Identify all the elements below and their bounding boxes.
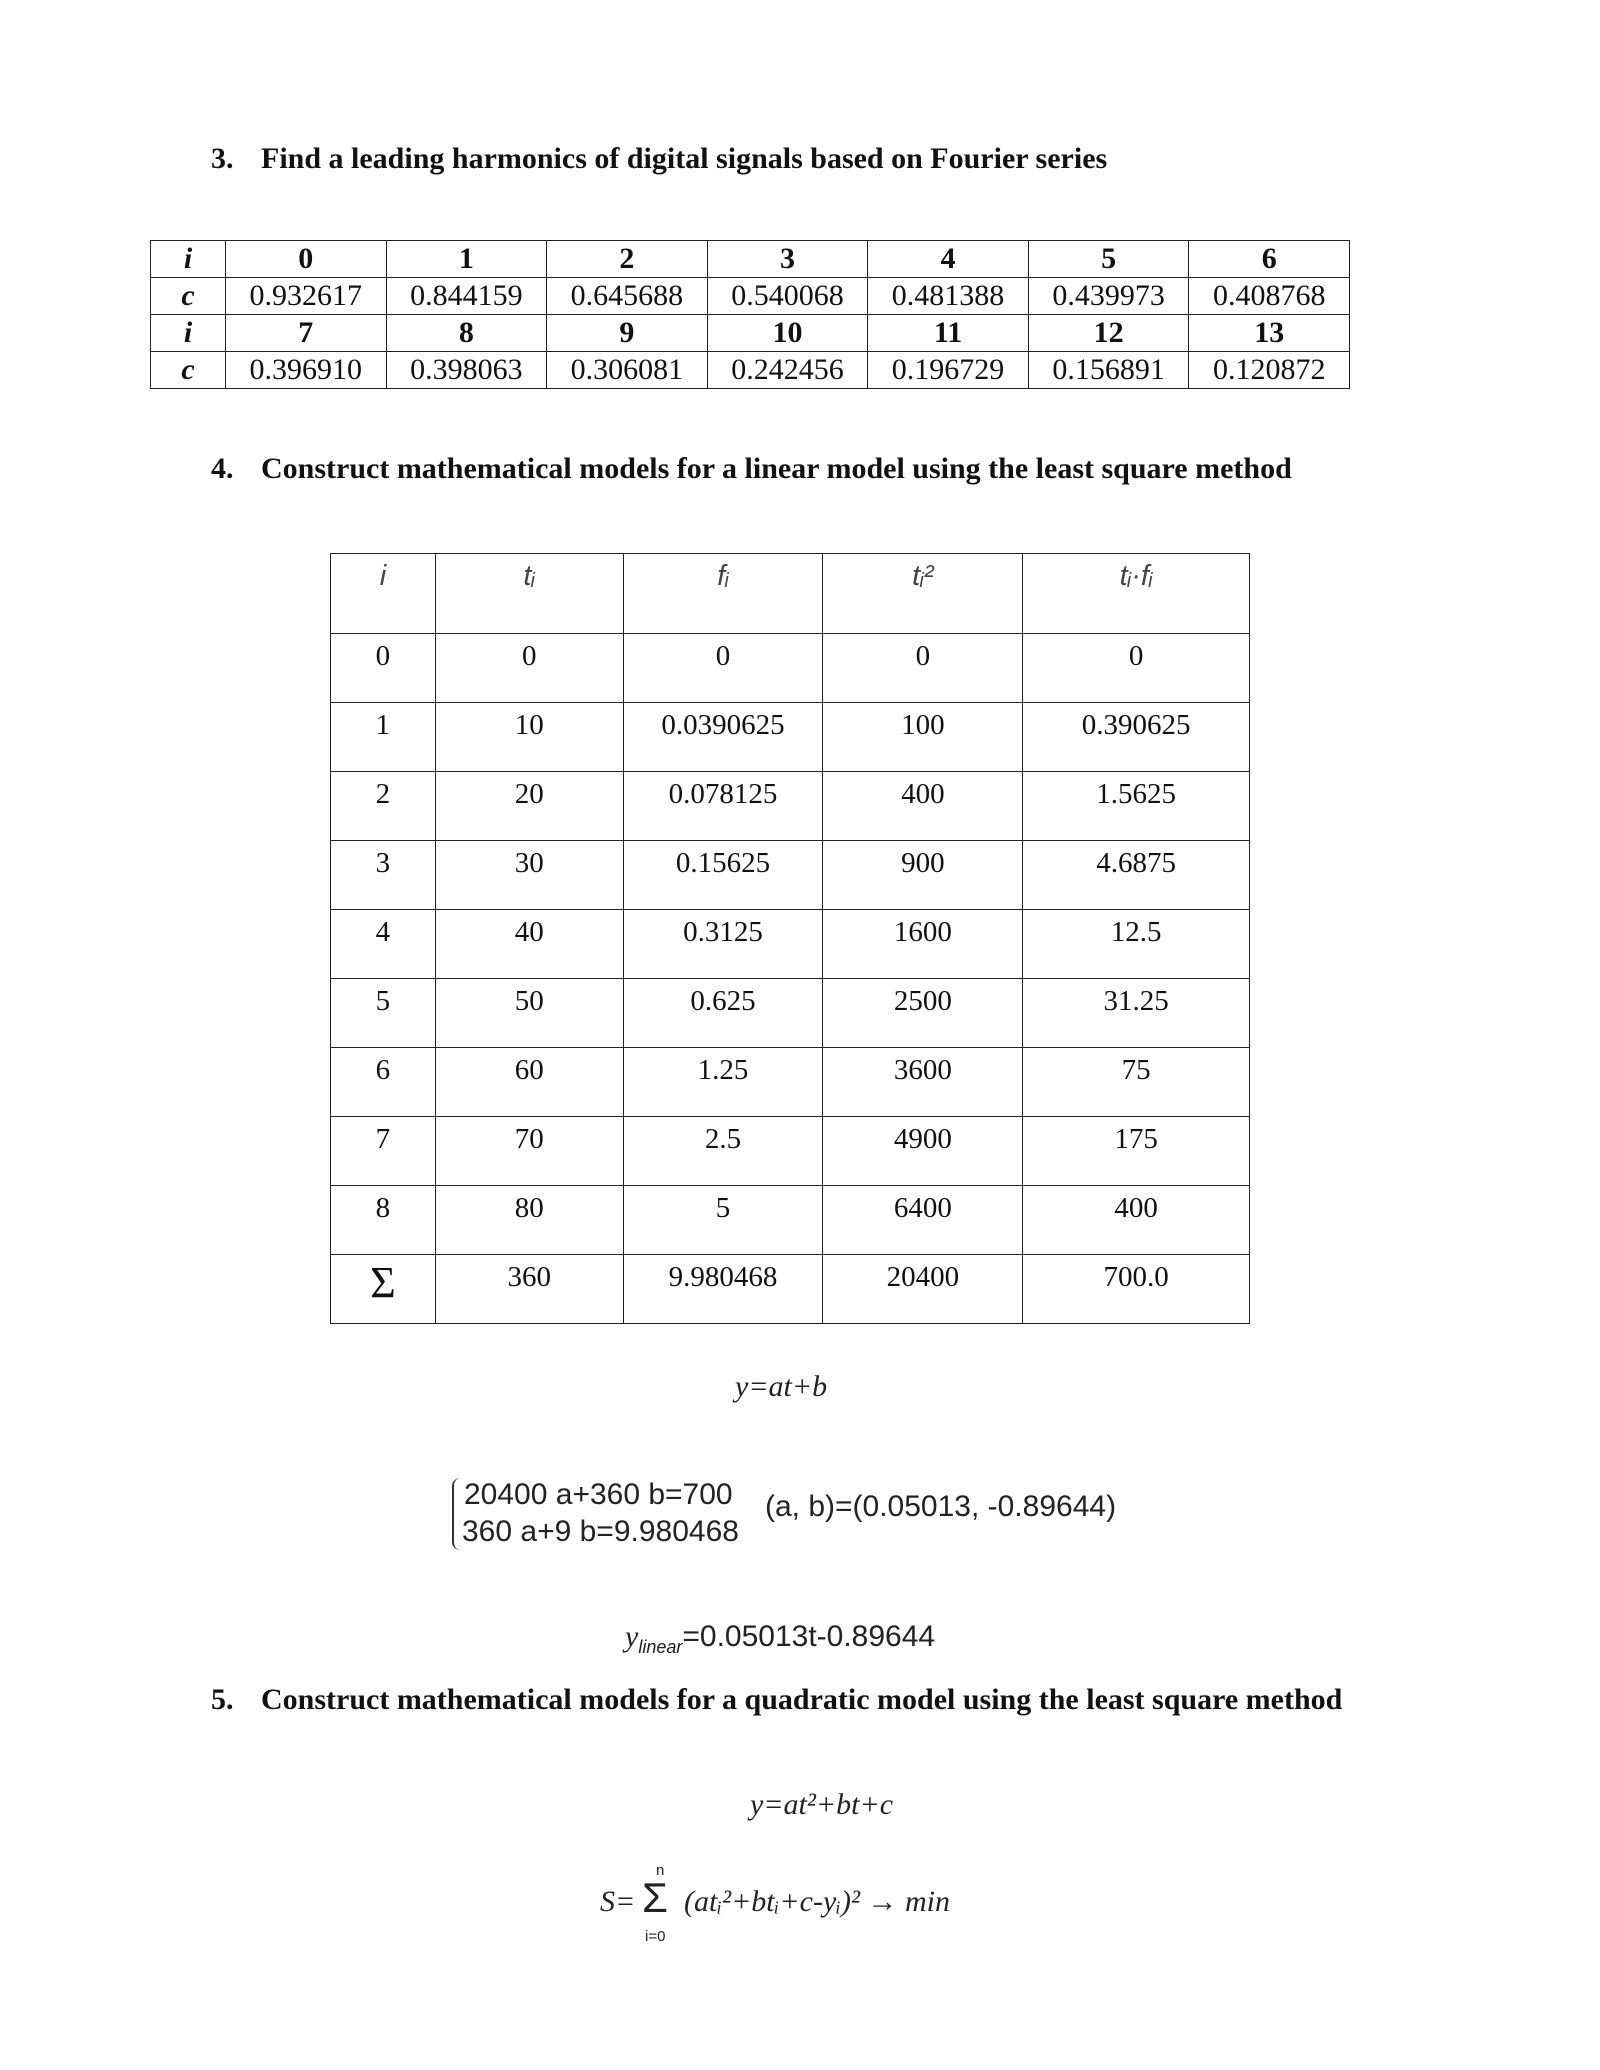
harmonics-cell: 10 — [707, 315, 868, 352]
linear-table-row — [331, 634, 1250, 703]
section-4-heading — [211, 452, 1292, 486]
harmonics-cell: 5 — [1028, 241, 1189, 278]
linear-table-cell: 0.3125 — [623, 910, 823, 979]
linear-table-cell: 10 — [435, 703, 623, 772]
sigma-symbol: Σ — [642, 1874, 668, 1921]
section-5-heading — [211, 1683, 1342, 1717]
harmonics-cell: 0.306081 — [547, 352, 708, 389]
harmonics-cell: 11 — [868, 315, 1029, 352]
harmonics-cell: 2 — [547, 241, 708, 278]
linear-table-row — [331, 1117, 1250, 1186]
linear-model-equation: y=at+b — [735, 1370, 828, 1403]
linear-table-cell: 0 — [1023, 634, 1250, 703]
section-3-number: 3. — [211, 142, 234, 175]
linear-table-cell: 20400 — [823, 1255, 1023, 1324]
harmonics-row — [151, 241, 1350, 278]
harmonics-cell: 9 — [547, 315, 708, 352]
harmonics-cell: 0.932617 — [226, 278, 387, 315]
linear-table-cell: 900 — [823, 841, 1023, 910]
linear-table-header-cell: i — [331, 554, 436, 634]
linear-table-row — [331, 841, 1250, 910]
linear-table-cell: 50 — [435, 979, 623, 1048]
linear-table-cell: 100 — [823, 703, 1023, 772]
linear-table-row — [331, 910, 1250, 979]
linear-table-cell: 0.15625 — [623, 841, 823, 910]
section-3-title: Find a leading harmonics of digital signals based on Fourier series — [261, 142, 1108, 175]
solution-values: (a, b)=(0.05013, -0.89644) — [765, 1490, 1117, 1523]
linear-table-cell: 5 — [623, 1186, 823, 1255]
harmonics-row — [151, 352, 1350, 389]
linear-table-cell: 9.980468 — [623, 1255, 823, 1324]
linear-table-cell: 1600 — [823, 910, 1023, 979]
section-5-title: Construct mathematical models for a quadratic model using the least square method — [261, 1683, 1343, 1716]
linear-table-cell: 360 — [435, 1255, 623, 1324]
linear-table-cell: 0.390625 — [1023, 703, 1250, 772]
linear-table-row — [331, 772, 1250, 841]
linear-table-cell: 80 — [435, 1186, 623, 1255]
linear-table-cell: 0.625 — [623, 979, 823, 1048]
linear-table-cell: 0.078125 — [623, 772, 823, 841]
linear-table-cell: 12.5 — [1023, 910, 1250, 979]
linear-table-cell: 60 — [435, 1048, 623, 1117]
linear-table-cell: 0 — [435, 634, 623, 703]
linear-table-header — [331, 554, 1250, 634]
harmonics-cell: 0.156891 — [1028, 352, 1189, 389]
sum-lower-limit: i=0 — [645, 1928, 666, 1945]
linear-table-header-cell: fᵢ — [623, 554, 823, 634]
linear-table-cell: 5 — [331, 979, 436, 1048]
linear-table-cell: 31.25 — [1023, 979, 1250, 1048]
linear-table-cell: 75 — [1023, 1048, 1250, 1117]
harmonics-cell: 1 — [386, 241, 547, 278]
linear-table-row — [331, 1186, 1250, 1255]
linear-table-row — [331, 1048, 1250, 1117]
harmonics-cell: 3 — [707, 241, 868, 278]
harmonics-row-key: i — [151, 241, 226, 278]
harmonics-cell: 0.481388 — [868, 278, 1029, 315]
linear-table-header-cell: tᵢ — [435, 554, 623, 634]
linear-table-row — [331, 703, 1250, 772]
harmonics-cell: 0.540068 — [707, 278, 868, 315]
sum-upper-limit: n — [656, 1862, 665, 1879]
harmonics-cell: 0.396910 — [226, 352, 387, 389]
linear-table-cell: 2.5 — [623, 1117, 823, 1186]
linear-table-cell: 4.6875 — [1023, 841, 1250, 910]
linear-table-cell: 20 — [435, 772, 623, 841]
linear-table-cell: 7 — [331, 1117, 436, 1186]
harmonics-row — [151, 315, 1350, 352]
harmonics-cell: 0.242456 — [707, 352, 868, 389]
harmonics-cell: 7 — [226, 315, 387, 352]
harmonics-cell: 8 — [386, 315, 547, 352]
sum-body: (atᵢ²+btᵢ+c-yᵢ)² → min — [684, 1885, 950, 1918]
harmonics-cell: 0.196729 — [868, 352, 1029, 389]
harmonics-row-key: i — [151, 315, 226, 352]
linear-table-header-cell: tᵢ² — [823, 554, 1023, 634]
linear-table-cell: 2 — [331, 772, 436, 841]
harmonics-cell: 0 — [226, 241, 387, 278]
harmonics-row-key: c — [151, 278, 226, 315]
linear-table-cell: 2500 — [823, 979, 1023, 1048]
linear-table-cell: 1.25 — [623, 1048, 823, 1117]
linear-table-cell: 700.0 — [1023, 1255, 1250, 1324]
harmonics-cell: 13 — [1189, 315, 1350, 352]
linear-table-cell: 6400 — [823, 1186, 1023, 1255]
linear-table-cell: 0 — [623, 634, 823, 703]
linear-table-cell: 175 — [1023, 1117, 1250, 1186]
linear-table-cell: 3600 — [823, 1048, 1023, 1117]
sum-S-label: S= — [600, 1885, 636, 1918]
harmonics-table — [150, 240, 1350, 389]
harmonics-cell: 0.439973 — [1028, 278, 1189, 315]
linear-table-cell: 400 — [1023, 1186, 1250, 1255]
harmonics-row — [151, 278, 1350, 315]
linear-table-cell: 4 — [331, 910, 436, 979]
linear-table-cell: 40 — [435, 910, 623, 979]
linear-table-row — [331, 979, 1250, 1048]
section-5-number: 5. — [211, 1683, 234, 1716]
linear-table-cell: 4900 — [823, 1117, 1023, 1186]
linear-model-result: $y_{linear}=0.05013t-0.89644$ — [625, 1620, 936, 1657]
linear-table-cell: 3 — [331, 841, 436, 910]
linear-table-cell: 0 — [823, 634, 1023, 703]
linear-table-cell: 400 — [823, 772, 1023, 841]
sum-symbol-cell: Σ — [331, 1255, 436, 1324]
harmonics-cell: 0.645688 — [547, 278, 708, 315]
linear-table-cell: 1 — [331, 703, 436, 772]
system-equation-2: 360 a+9 b=9.980468 — [462, 1515, 739, 1548]
linear-table-cell: 1.5625 — [1023, 772, 1250, 841]
harmonics-cell: 0.398063 — [386, 352, 547, 389]
section-4-number: 4. — [211, 452, 234, 485]
harmonics-cell: 0.408768 — [1189, 278, 1350, 315]
harmonics-cell: 0.120872 — [1189, 352, 1350, 389]
system-equation-1: 20400 a+360 b=700 — [464, 1478, 733, 1511]
harmonics-cell: 4 — [868, 241, 1029, 278]
linear-table-row — [331, 1255, 1250, 1324]
linear-table-cell: 0 — [331, 634, 436, 703]
harmonics-cell: 0.844159 — [386, 278, 547, 315]
linear-table-cell: 30 — [435, 841, 623, 910]
linear-table-cell: 6 — [331, 1048, 436, 1117]
section-3-heading — [211, 142, 1107, 176]
linear-table-header-cell: tᵢ·fᵢ — [1023, 554, 1250, 634]
quadratic-model-equation: y=at²+bt+c — [750, 1788, 894, 1821]
section-4-title: Construct mathematical models for a linear model using the least square method — [261, 452, 1292, 485]
linear-table-cell: 70 — [435, 1117, 623, 1186]
harmonics-row-key: c — [151, 352, 226, 389]
linear-table-cell: 8 — [331, 1186, 436, 1255]
linear-lsm-table — [330, 553, 1250, 1324]
harmonics-cell: 6 — [1189, 241, 1350, 278]
linear-table-cell: 0.0390625 — [623, 703, 823, 772]
harmonics-cell: 12 — [1028, 315, 1189, 352]
